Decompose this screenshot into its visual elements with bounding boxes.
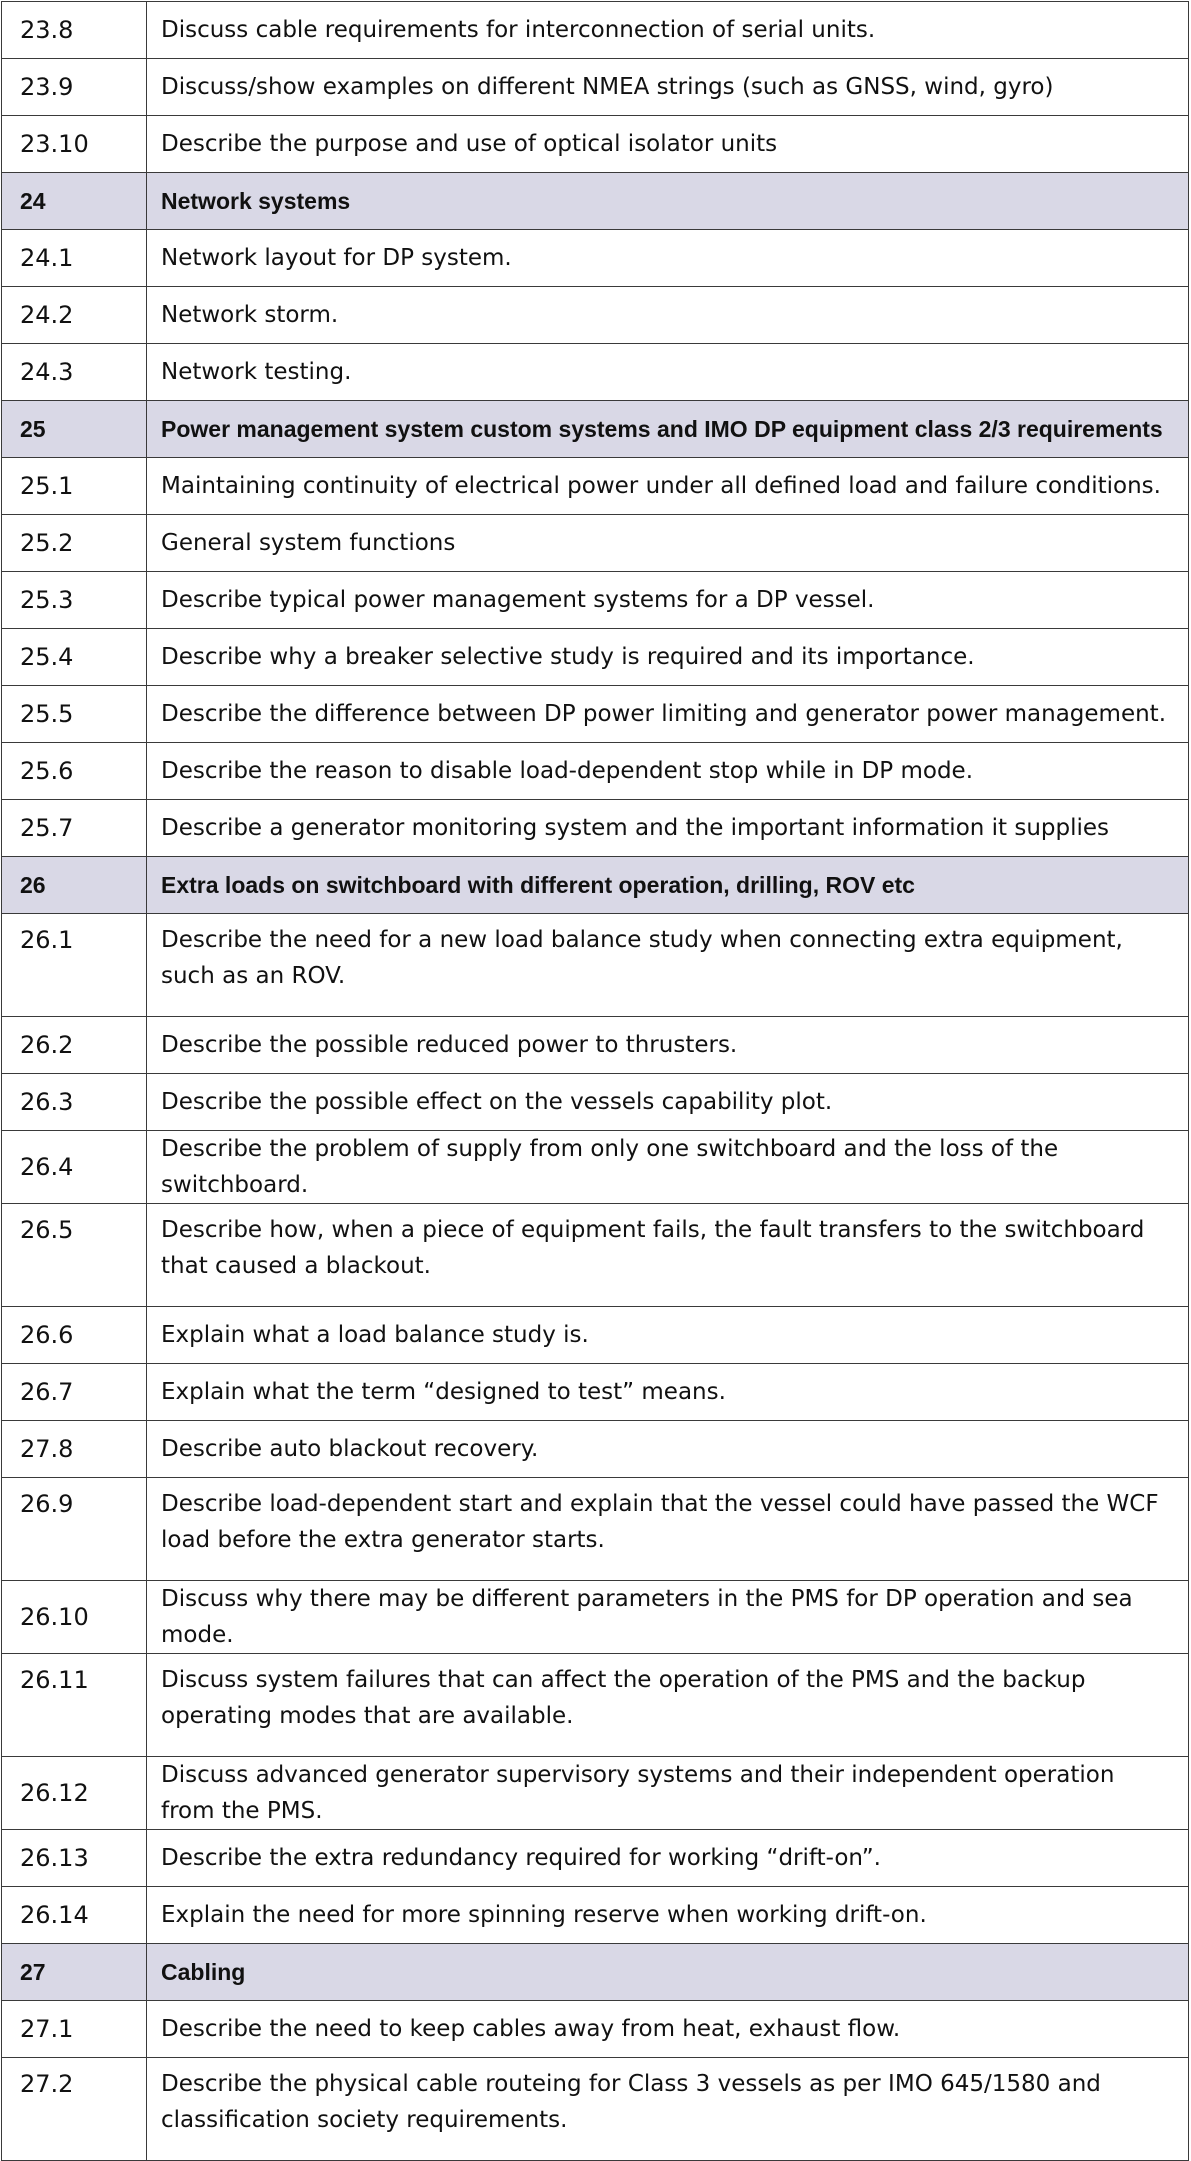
item-description: Discuss cable requirements for interconnection of serial units. [147,2,1189,59]
item-description: Discuss why there may be different parameters in the PMS for DP operation and sea mode. [147,1581,1189,1654]
item-description: Describe the problem of supply from only one switchboard and the loss of the switchboard. [147,1131,1189,1204]
item-description: Describe the possible effect on the vessels capability plot. [147,1074,1189,1131]
item-description: Describe the purpose and use of optical isolator units [147,116,1189,173]
item-description: Describe the physical cable routeing for Class 3 vessels as per IMO 645/1580 and classification society requirements. [147,2058,1189,2161]
section-header-row [2,401,1189,458]
item-number: 23.9 [2,59,147,116]
item-description: Describe why a breaker selective study is required and its importance. [147,629,1189,686]
item-number: 26.1 [2,914,147,1017]
section-header-row [2,1944,1189,2001]
item-description: Explain the need for more spinning reserve when working drift-on. [147,1887,1189,1944]
table-row [2,572,1189,629]
item-number: 25.2 [2,515,147,572]
table-row [2,1830,1189,1887]
item-number: 26.11 [2,1654,147,1757]
item-description: Describe the need to keep cables away from heat, exhaust flow. [147,2001,1189,2058]
item-description: Maintaining continuity of electrical power under all defined load and failure conditions. [147,458,1189,515]
section-header-row [2,857,1189,914]
table-row [2,1478,1189,1581]
item-number: 27.1 [2,2001,147,2058]
item-number: 23.8 [2,2,147,59]
table-row [2,515,1189,572]
table-row [2,230,1189,287]
table-row [2,1757,1189,1830]
section-number: 27 [2,1944,147,2001]
item-number: 26.9 [2,1478,147,1581]
table-row [2,2,1189,59]
item-number: 25.5 [2,686,147,743]
item-number: 24.3 [2,344,147,401]
item-number: 26.10 [2,1581,147,1654]
item-description: Describe the possible reduced power to thrusters. [147,1017,1189,1074]
syllabus-table-body [2,2,1189,2161]
item-number: 27.8 [2,1421,147,1478]
table-row [2,1307,1189,1364]
item-description: Describe the need for a new load balance study when connecting extra equipment, such as an ROV. [147,914,1189,1017]
table-row [2,2001,1189,2058]
table-row [2,116,1189,173]
item-description: Describe how, when a piece of equipment fails, the fault transfers to the switchboard that caused a blackout. [147,1204,1189,1307]
item-description: Explain what a load balance study is. [147,1307,1189,1364]
item-description: Describe the extra redundancy required for working “drift-on”. [147,1830,1189,1887]
table-row [2,629,1189,686]
table-row [2,1887,1189,1944]
item-number: 26.5 [2,1204,147,1307]
item-description: Describe the reason to disable load-dependent stop while in DP mode. [147,743,1189,800]
table-row [2,344,1189,401]
item-description: Network storm. [147,287,1189,344]
section-title: Network systems [147,173,1189,230]
item-description: Describe auto blackout recovery. [147,1421,1189,1478]
item-description: Describe a generator monitoring system and the important information it supplies [147,800,1189,857]
item-number: 25.3 [2,572,147,629]
item-number: 25.4 [2,629,147,686]
table-row [2,2058,1189,2161]
item-number: 26.12 [2,1757,147,1830]
item-description: Explain what the term “designed to test” means. [147,1364,1189,1421]
table-row [2,1654,1189,1757]
table-row [2,59,1189,116]
item-description: Discuss advanced generator supervisory systems and their independent operation from the PMS. [147,1757,1189,1830]
syllabus-table [1,1,1189,2161]
item-number: 26.13 [2,1830,147,1887]
table-row [2,1017,1189,1074]
table-row [2,287,1189,344]
table-row [2,1364,1189,1421]
item-number: 27.2 [2,2058,147,2161]
section-number: 24 [2,173,147,230]
item-number: 23.10 [2,116,147,173]
table-row [2,1421,1189,1478]
item-description: Describe load-dependent start and explain that the vessel could have passed the WCF load before the extra generator starts. [147,1478,1189,1581]
table-row [2,1074,1189,1131]
item-number: 24.2 [2,287,147,344]
item-number: 24.1 [2,230,147,287]
item-number: 25.7 [2,800,147,857]
section-title: Power management system custom systems and IMO DP equipment class 2/3 requirements [147,401,1189,458]
item-description: Describe the difference between DP power limiting and generator power management. [147,686,1189,743]
section-number: 26 [2,857,147,914]
item-number: 26.14 [2,1887,147,1944]
section-header-row [2,173,1189,230]
section-title: Extra loads on switchboard with different operation, drilling, ROV etc [147,857,1189,914]
item-description: Discuss system failures that can affect the operation of the PMS and the backup operating modes that are available. [147,1654,1189,1757]
table-row [2,1131,1189,1204]
table-row [2,458,1189,515]
item-description: General system functions [147,515,1189,572]
item-number: 26.7 [2,1364,147,1421]
item-number: 26.3 [2,1074,147,1131]
item-description: Describe typical power management systems for a DP vessel. [147,572,1189,629]
item-number: 26.2 [2,1017,147,1074]
item-description: Network layout for DP system. [147,230,1189,287]
table-row [2,914,1189,1017]
item-description: Discuss/show examples on different NMEA strings (such as GNSS, wind, gyro) [147,59,1189,116]
section-title: Cabling [147,1944,1189,2001]
table-row [2,743,1189,800]
table-row [2,800,1189,857]
section-number: 25 [2,401,147,458]
item-description: Network testing. [147,344,1189,401]
item-number: 26.4 [2,1131,147,1204]
item-number: 25.6 [2,743,147,800]
table-row [2,1581,1189,1654]
table-row [2,1204,1189,1307]
item-number: 26.6 [2,1307,147,1364]
item-number: 25.1 [2,458,147,515]
table-row [2,686,1189,743]
